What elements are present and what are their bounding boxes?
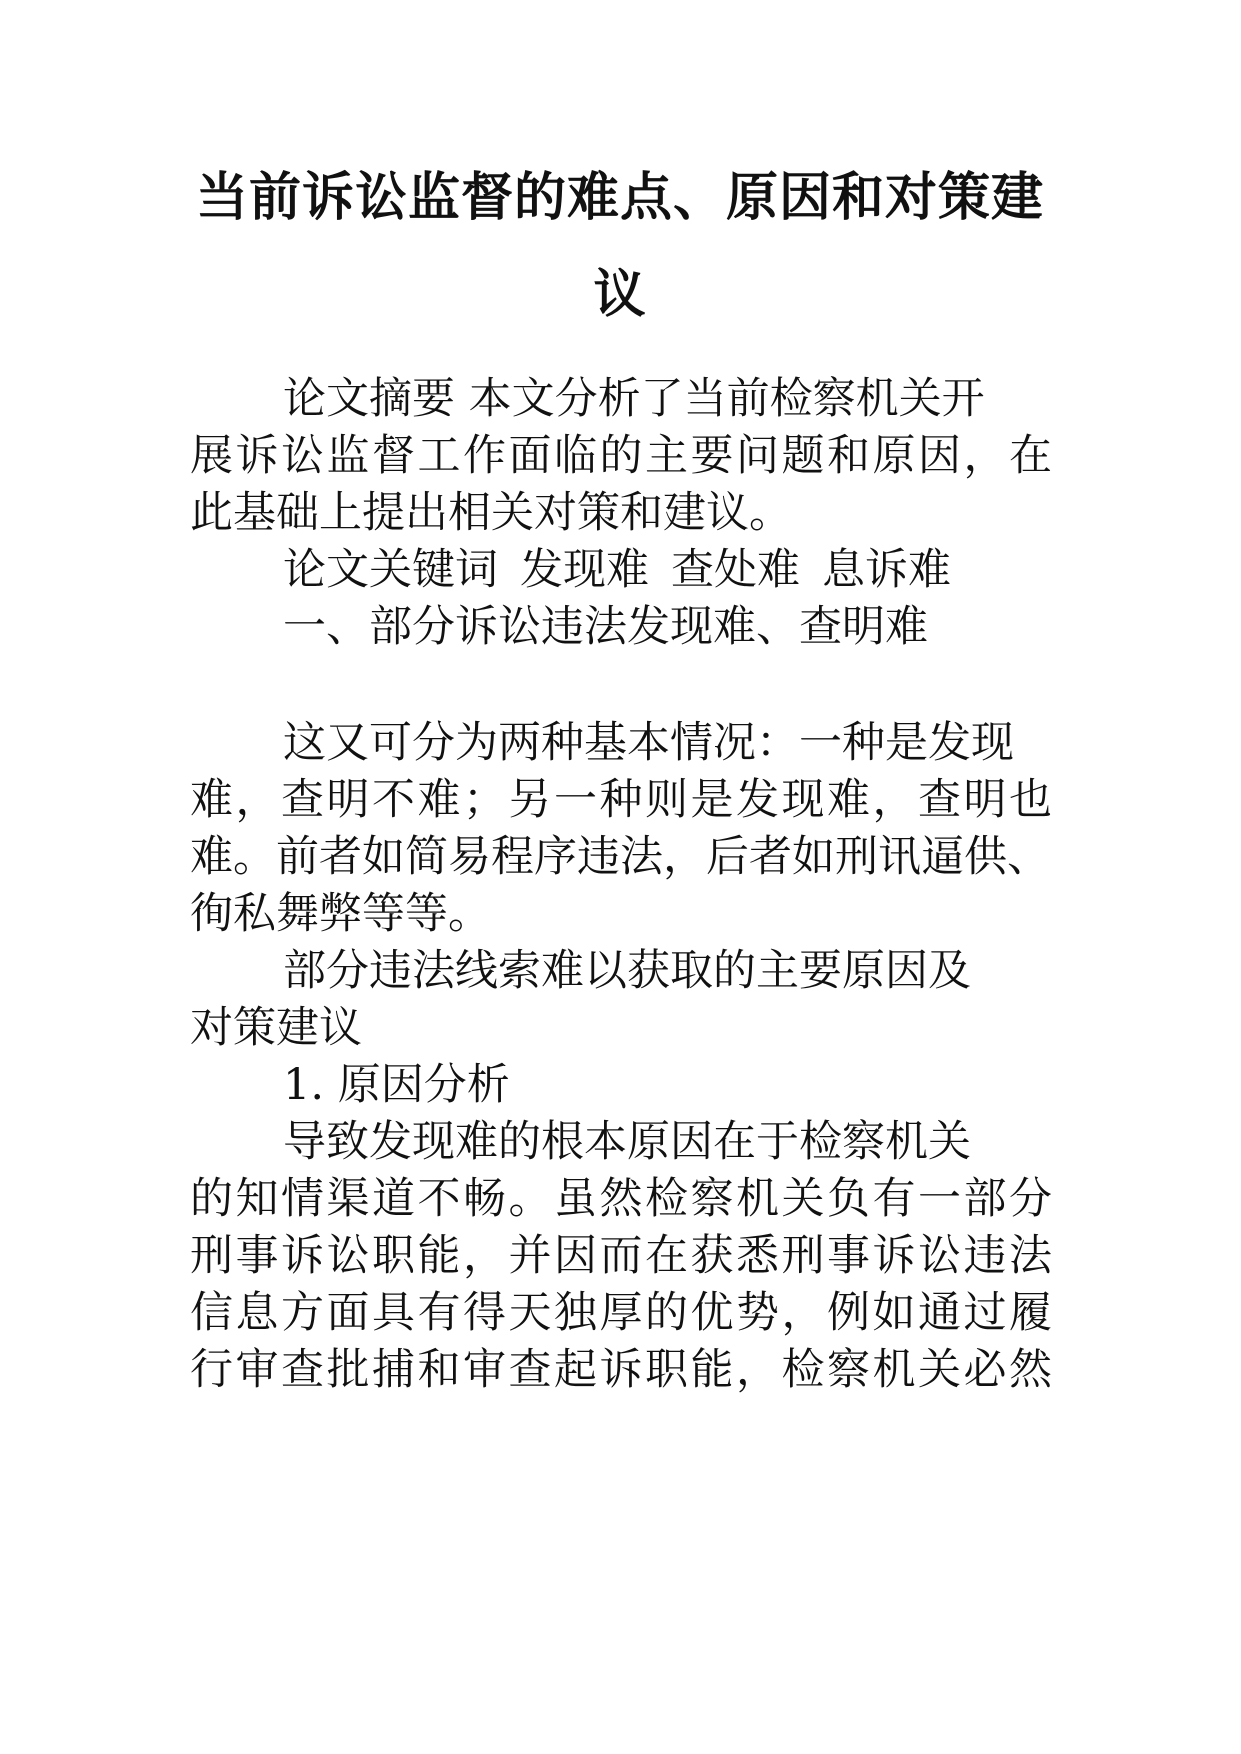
keywords-label: 论文关键词 (283, 545, 498, 595)
paragraph-line: 信息方面具有得天独厚的优势，例如通过履 (190, 1288, 1052, 1338)
paragraph-line: 导致发现难的根本原因在于检察机关 (283, 1117, 971, 1167)
document-title-line-1: 当前诉讼监督的难点、原因和对策建 (195, 167, 1044, 228)
paragraph-line: 徇私舞弊等等。 (190, 889, 491, 939)
paragraph-line: 刑事诉讼职能，并因而在获悉刑事诉讼违法 (190, 1231, 1052, 1281)
paragraph-line: 难。前者如简易程序违法，后者如刑讯逼供、 (190, 832, 1050, 882)
paragraph-line: 的知情渠道不畅。虽然检察机关负有一部分 (190, 1174, 1052, 1224)
keywords-line (283, 544, 1053, 596)
abstract-line-1: 论文摘要 本文分析了当前检察机关开 (283, 374, 985, 424)
paragraph-line: 这又可分为两种基本情况：一种是发现 (283, 718, 1014, 768)
paragraph-line: 部分违法线索难以获取的主要原因及 (283, 946, 971, 996)
abstract-line-3: 此基础上提出相关对策和建议。 (190, 488, 792, 538)
paragraph-line: 对策建议 (190, 1003, 362, 1053)
section-heading: 一、部分诉讼违法发现难、查明难 (283, 602, 928, 652)
keyword-item: 息诉难 (822, 545, 951, 595)
abstract-line-2: 展诉讼监督工作面临的主要问题和原因，在 (190, 431, 1052, 481)
subsection-heading: 1. 原因分析 (283, 1060, 510, 1110)
paragraph-line: 难，查明不难；另一种则是发现难，查明也 (190, 775, 1052, 825)
paragraph-line: 行审查批捕和审查起诉职能，检察机关必然 (190, 1345, 1052, 1395)
keyword-item: 发现难 (520, 545, 649, 595)
document-title-line-2: 议 (593, 264, 647, 325)
keyword-item: 查处难 (671, 545, 800, 595)
